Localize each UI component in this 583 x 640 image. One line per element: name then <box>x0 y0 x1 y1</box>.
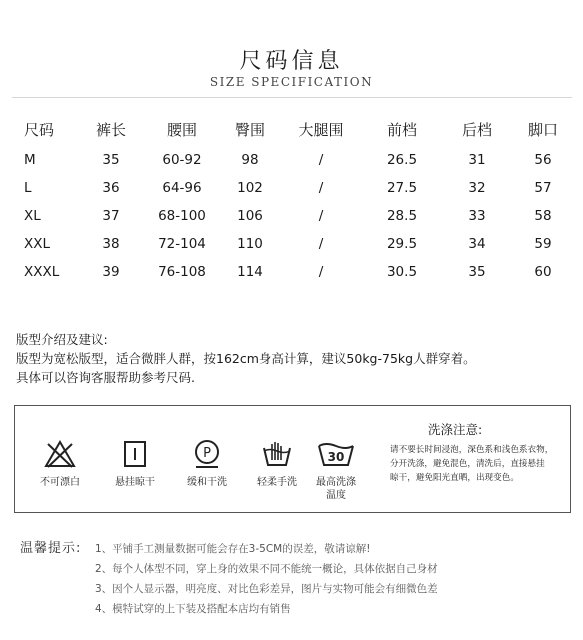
tip-item: 4、模特试穿的上下装及搭配本店均有销售 <box>95 603 291 615</box>
table-row <box>12 258 572 286</box>
care-instructions-box <box>14 405 571 513</box>
table-cell: 114 <box>237 264 263 280</box>
table-cell: XL <box>24 208 41 224</box>
col-header-length: 裤长 <box>95 120 126 139</box>
table-cell: 56 <box>534 152 552 168</box>
table-cell: 68-100 <box>158 208 206 224</box>
tips-list <box>95 539 565 619</box>
care-note-line: 分开洗涤，避免混色，清洗后，直接悬挂 <box>390 459 545 469</box>
table-cell: 37 <box>102 208 120 224</box>
table-cell: 33 <box>468 208 486 224</box>
care-label: 缓和干洗 <box>187 477 227 488</box>
table-row <box>12 202 572 230</box>
table-cell: / <box>318 152 324 168</box>
care-label: 不可漂白 <box>40 477 80 488</box>
table-header-row <box>12 112 572 146</box>
col-header-waist: 腰围 <box>166 120 197 139</box>
col-header-thigh: 大腿围 <box>298 120 344 139</box>
divider <box>12 97 572 98</box>
care-note-line: 晾干，避免阳光直晒，出现变色。 <box>390 473 519 483</box>
table-cell: XXL <box>24 236 51 252</box>
table-cell: M <box>24 152 36 168</box>
table-cell: 72-104 <box>158 236 206 252</box>
table-cell: 106 <box>237 208 263 224</box>
table-cell: 98 <box>241 152 259 168</box>
table-cell: 58 <box>534 208 552 224</box>
care-label: 悬挂晾干 <box>115 477 155 488</box>
col-header-front-rise: 前档 <box>386 120 417 139</box>
table-cell: 30.5 <box>386 264 418 280</box>
care-note-line: 请不要长时间浸泡，深色系和浅色系衣物， <box>390 445 554 455</box>
table-cell: 27.5 <box>386 180 418 196</box>
table-cell: 35 <box>468 264 486 280</box>
size-table <box>12 112 572 286</box>
hand-wash-icon <box>257 436 297 472</box>
tip-item: 3、因个人显示器，明亮度、对比色彩差异，图片与实物可能会有细微色差 <box>95 583 438 595</box>
col-header-back-rise: 后档 <box>461 120 492 139</box>
wash-30-icon <box>313 436 359 472</box>
fit-intro-line: 版型为宽松版型，适合微胖人群，按162cm身高计算，建议50kg-75kg人群穿着。 <box>16 351 476 366</box>
fit-intro-heading: 版型介绍及建议: <box>16 332 108 347</box>
table-cell: 28.5 <box>386 208 418 224</box>
tips-label: 温馨提示: <box>20 541 82 556</box>
table-cell: 102 <box>237 180 263 196</box>
table-cell: / <box>318 236 324 252</box>
table-cell: 76-108 <box>158 264 206 280</box>
table-cell: / <box>318 208 324 224</box>
table-cell: 29.5 <box>386 236 418 252</box>
table-cell: 38 <box>102 236 120 252</box>
col-header-hip: 臀围 <box>234 120 265 139</box>
care-label-text: 最高洗涤温度 <box>316 477 356 501</box>
table-cell: L <box>24 180 32 196</box>
col-header-leg-opening: 脚口 <box>527 120 558 139</box>
care-notes <box>390 443 568 485</box>
tip-item: 2、每个人体型不同，穿上身的效果不同不能统一概论，具体依据自己身材 <box>95 563 438 575</box>
col-header-size: 尺码 <box>24 120 55 139</box>
table-cell: 36 <box>102 180 120 196</box>
table-cell: 64-96 <box>162 180 202 196</box>
dry-clean-p-icon <box>187 436 227 472</box>
wash-temperature-number: 30 <box>327 450 345 464</box>
table-cell: 32 <box>468 180 486 196</box>
fit-intro-line: 具体可以咨询客服帮助参考尺码. <box>16 370 195 385</box>
tip-item: 1、平铺手工测量数据可能会存在3-5CM的误差，敬请谅解! <box>95 543 371 555</box>
table-cell: 59 <box>534 236 552 252</box>
table-cell: / <box>318 264 324 280</box>
table-cell: 31 <box>468 152 486 168</box>
care-label <box>308 476 364 502</box>
table-row <box>12 174 572 202</box>
table-cell: 60 <box>534 264 552 280</box>
care-label: 轻柔手洗 <box>257 477 297 488</box>
table-cell: 110 <box>237 236 263 252</box>
table-cell: 26.5 <box>386 152 418 168</box>
table-row <box>12 230 572 258</box>
table-cell: / <box>318 180 324 196</box>
page-title: 尺码信息 <box>239 49 344 74</box>
svg-text:P: P <box>203 446 211 461</box>
table-cell: 35 <box>102 152 120 168</box>
table-cell: 34 <box>468 236 486 252</box>
page-subtitle: SIZE SPECIFICATION <box>209 75 374 89</box>
table-row <box>12 146 572 174</box>
table-cell: 60-92 <box>162 152 202 168</box>
table-cell: XXXL <box>24 264 60 280</box>
no-bleach-icon <box>40 436 80 472</box>
hang-dry-icon <box>115 436 155 472</box>
care-title: 洗涤注意: <box>428 422 483 437</box>
fit-intro <box>16 330 572 387</box>
table-cell: 39 <box>102 264 120 280</box>
table-cell: 57 <box>534 180 552 196</box>
